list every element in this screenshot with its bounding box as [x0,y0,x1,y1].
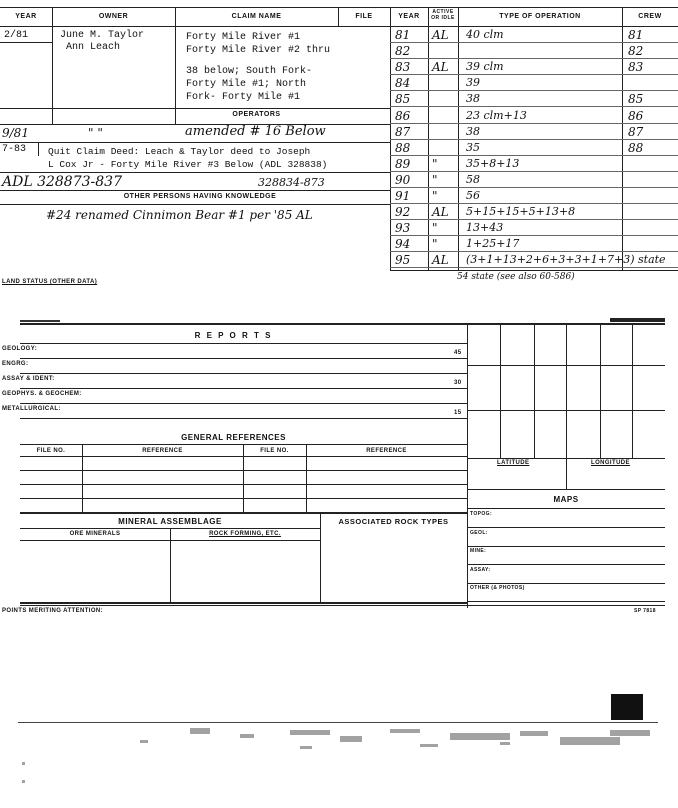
ops-crew: 87 [628,124,644,139]
ops-type: 38 [466,92,480,106]
ops-type: 35+8+13 [466,156,520,170]
ops-year: 95 [395,253,411,268]
rock-forming-label: ROCK FORMING, ETC. [209,531,281,537]
maps-title: MAPS [553,495,579,504]
ops-row-rule [390,123,678,124]
quitclaim-year: 7-83 [2,144,27,155]
header-claim-name: CLAIM NAME [231,13,282,20]
ref-col-ref-1: REFERENCE [142,448,183,454]
scan-speck [240,734,254,738]
grid-column-rule [566,323,567,458]
ops-year: 91 [395,189,411,203]
scan-speck [560,737,620,745]
ops-type: 5+15+15+5+13+8 [466,205,576,219]
amend-note: amended # 16 Below [185,124,326,139]
report-row-number: 45 [454,350,462,356]
ops-crew: 81 [628,28,644,42]
land-status-label: LAND STATUS (OTHER DATA) [2,279,98,285]
scan-speck [22,780,25,783]
latitude-label: LATITUDE [497,460,530,466]
general-references-title: GENERAL REFERENCES [181,433,286,442]
header-active-idle: ACTIVE OR IDLE [431,9,455,21]
ref-col-ref-2: REFERENCE [366,448,407,454]
ops-year: 90 [395,172,411,187]
report-row-label: GEOPHYS. & GEOCHEM: [2,391,82,397]
report-row-label: ENGRG: [2,361,29,367]
ops-crew: 82 [628,44,644,59]
ops-status: AL [432,60,449,75]
ops-status: AL [432,205,449,220]
ops-type: 39 clm [466,60,504,74]
ref-col-file-1: FILE NO. [36,448,66,454]
scan-speck [520,731,548,736]
associated-rock-types: ASSOCIATED ROCK TYPES [338,517,449,526]
ops-year: 89 [395,156,411,171]
other-persons-label: OTHER PERSONS HAVING KNOWLEDGE [123,193,277,200]
ops-status: " [432,237,438,252]
ops-row-rule [390,251,678,252]
ops-crew: 83 [628,60,644,75]
map-row-label: OTHER (& PHOTOS) [470,585,525,591]
ops-crew: 85 [628,92,644,107]
map-row-label: GEOL: [470,529,488,536]
report-row-rule [20,373,467,374]
ops-type: 39 [466,76,480,90]
amend-year: 9/81 [2,126,29,140]
map-row-rule [467,527,665,528]
ops-row-rule [390,58,678,59]
ore-minerals-label: ORE MINERALS [69,531,121,537]
ops-status: AL [432,28,449,42]
claim-name-1: Forty Mile River #1 [186,32,301,43]
scan-speck [390,729,420,733]
ops-status: " [432,221,438,236]
grid-column-rule [534,323,535,458]
renamed-note: #24 renamed Cinnimon Bear #1 per '85 AL [46,208,313,222]
ops-row-rule [390,171,678,172]
adl-number-left: ADL 328873-837 [2,174,122,190]
ops-crew: 88 [628,140,644,155]
ops-year: 84 [395,76,411,91]
ops-year: 87 [395,124,411,139]
ops-year: 88 [395,140,411,155]
header-type-of-operation: TYPE OF OPERATION [499,13,581,20]
scan-speck [290,730,330,735]
ops-row-rule [390,90,678,91]
ops-type: 23 clm+13 [466,108,527,122]
claim-name-5: Fork- Forty Mile #1 [186,92,301,103]
claim-name-3: 38 below; South Fork- [186,66,313,77]
coord-divider [566,458,567,489]
reports-title: R E P O R T S [194,331,273,340]
entry-year: 2/81 [4,30,29,41]
report-row-rule [20,388,467,389]
ops-status: " [432,156,438,171]
ops-year: 83 [395,60,411,75]
ops-row-rule [390,187,678,188]
ops-row-rule [390,219,678,220]
quitclaim-line-1: Quit Claim Deed: Leach & Taylor deed to Joseph [48,146,311,157]
grid-row-rule [467,365,665,366]
ops-row-rule [390,74,678,75]
grid-column-rule [500,323,501,458]
map-row-rule [467,564,665,565]
ops-row-rule [390,42,678,43]
ops-crew: 86 [628,108,644,123]
ops-row-rule [390,139,678,140]
scan-speck [500,742,510,745]
mineral-assemblage-title: MINERAL ASSEMBLAGE [118,517,222,526]
map-row-rule [467,583,665,584]
scan-mark [611,694,643,720]
map-row-label: TOPOG: [470,511,493,517]
ops-year: 81 [395,28,411,42]
scan-speck [450,733,510,740]
ops-status: " [432,172,438,187]
scan-speck [22,762,25,765]
ops-year: 93 [395,221,411,236]
owner-1: June M. Taylor [60,30,145,41]
report-row-label: GEOLOGY: [2,346,38,352]
grid-row-rule [467,410,665,411]
report-row-rule [20,358,467,359]
owner-2: Ann Leach [66,42,121,53]
ops-year: 82 [395,44,411,59]
map-row-rule [467,546,665,547]
ops-year: 86 [395,108,411,123]
map-row-rule [467,601,665,602]
claim-name-2: Forty Mile River #2 thru [186,45,331,56]
header-year-2: YEAR [398,13,420,20]
ops-year: 85 [395,92,411,107]
ops-year: 94 [395,237,411,252]
scan-speck [140,740,148,743]
report-row-rule [20,418,467,419]
report-row-label: METALLURGICAL: [2,406,61,412]
ops-type: 56 [466,189,480,202]
ops-type: (3+1+13+2+6+3+3+1+7+3) state [466,253,666,267]
ops-status: " [432,189,438,203]
ops-type: 1+25+17 [466,237,520,251]
grid-column-rule [600,323,601,458]
ops-row-rule [390,235,678,236]
report-row-label: ASSAY & IDENT: [2,376,55,382]
scan-speck [300,746,312,749]
ops-status: AL [432,253,449,268]
ops-type: 13+43 [466,221,504,235]
ops-row-rule [390,106,678,107]
ops-row-rule [390,155,678,156]
grid-row-rule [467,458,665,459]
ops-type: 58 [466,172,480,186]
scan-speck [340,736,362,742]
ref-col-file-2: FILE NO. [260,448,289,454]
header-owner: OWNER [98,13,129,20]
longitude-label: LONGITUDE [591,460,630,466]
report-row-number: 30 [454,380,462,386]
amend-owner: " " [88,126,103,140]
ops-row-rule [390,267,678,268]
scan-speck [420,744,438,747]
map-row-label: ASSAY: [470,566,491,573]
scan-speck [610,730,650,736]
adl-number-right: 328834-873 [258,176,325,189]
report-row-rule [20,403,467,404]
claim-name-4: Forty Mile #1; North [186,79,307,90]
ops-type: 38 [466,124,480,138]
grid-column-rule [632,323,633,458]
ops-row-rule [390,203,678,204]
scan-speck [190,728,210,734]
form-code: SP 7818 [634,608,656,614]
points-meriting-attention-label: POINTS MERITING ATTENTION: [2,608,104,614]
report-row-number: 15 [454,410,462,416]
ops-type: 40 clm [466,28,504,41]
header-file: FILE [355,13,373,20]
operators-label: OPERATORS [232,111,281,118]
map-row-label: MINE: [470,548,487,554]
quitclaim-line-2: L Cox Jr - Forty Mile River #3 Below (ADL 328838) [48,159,328,170]
header-crew: CREW [638,13,662,20]
header-year: YEAR [15,13,37,20]
state-note: 54 state (see also 60-586) [457,272,575,282]
ops-year: 92 [395,205,411,220]
ops-type: 35 [466,140,480,154]
